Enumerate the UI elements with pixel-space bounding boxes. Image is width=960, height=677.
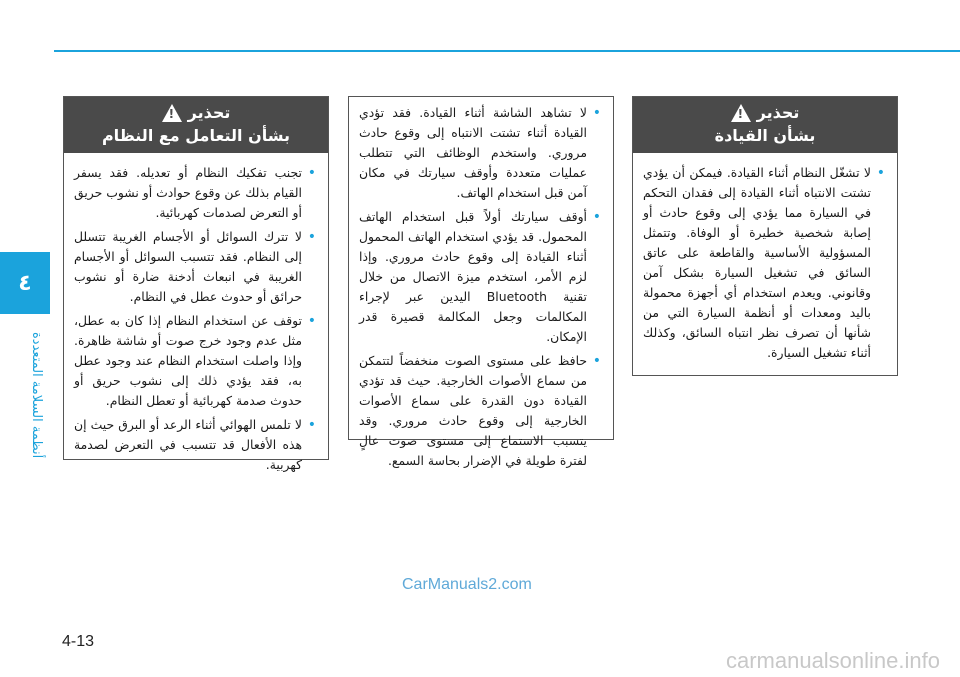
list-item: • تجنب تفكيك النظام أو تعديله. فقد يسفر القيام بذلك عن وقوع حوادث أو نشوب حريق أو التعرض لصدمات كهربائية. <box>74 163 316 223</box>
notes-list <box>349 97 613 485</box>
list-item: • لا تلمس الهوائي أثناء الرعد أو البرق حيث إن هذه الأفعال قد تتسبب في التعرض لصدمة كهربية. <box>74 415 316 475</box>
warning-label: تحذير <box>187 103 231 122</box>
warning-header <box>64 97 328 153</box>
warning-title: بشأن التعامل مع النظام <box>101 126 291 145</box>
warning-label: تحذير <box>756 103 800 122</box>
warning-list <box>633 153 897 377</box>
chapter-number: ٤ <box>18 270 32 296</box>
warning-triangle-icon <box>731 104 751 122</box>
list-item: • حافظ على مستوى الصوت منخفضاً لتتمكن من سماع الأصوات الخارجية. حيث قد تؤدي القيادة دون القدرة على سماع الأصوات الخارجية إلى وقوع حادث مروري. وقد يتسبب الاستماع إلى مستوى صوت عالٍ لفترة طويلة في الإضرار بحاسة السمع. <box>359 351 601 471</box>
chapter-title: أنظمة السلامة المتعددة <box>29 331 44 459</box>
warning-header <box>633 97 897 153</box>
list-item: • لا تترك السوائل أو الأجسام الغريبة تتسلل إلى النظام. فقد تتسبب السوائل أو الأجسام الغريبة في انبعاث أدخنة ضارة أو نشوب حرائق أو حدوث عطل في النظام. <box>74 227 316 307</box>
list-item: • لا تشاهد الشاشة أثناء القيادة. فقد تؤدي القيادة أثناء تشتت الانتباه إلى وقوع حادث مروري. واستخدم الوظائف التي تتطلب عمليات متعددة وأوقف سيارتك في مكان آمن قبل استخدام الهاتف. <box>359 103 601 203</box>
chapter-tab <box>0 252 50 314</box>
driving-notes-box <box>348 96 614 468</box>
top-rule <box>54 50 960 52</box>
list-item: • لا تشغّل النظام أثناء القيادة. فيمكن أن يؤدي تشتت الانتباه أثناء القيادة إلى فقدان التحكم في السيارة مما يؤدي إلى وقوع حادث أو إصابة شخصية خطيرة أو الوفاة. وتتمثل المسؤولية الأساسية والقاطعة على عاتق السائق في تشغيل السيارة بشكل آمن وقانوني. ويعدم استخدام أي أجهزة محمولة باليد ومعدات أو أنظمة السيارة التي من شأنها أن تصرف نظر انتباه السائق، وكذلك أثناء تشغيل السيارة. <box>643 163 885 363</box>
list-item: • أوقف سيارتك أولاً قبل استخدام الهاتف المحمول. قد يؤدي استخدام الهاتف المحمول أثناء القيادة إلى وقوع حادث مروري. وإذا لزم الأمر، استخدم ميزة الاتصال من خلال تقنية Bluetooth اليدين عبر لإجراء المكالمات وجعل المكالمة قصيرة قدر الإمكان. <box>359 207 601 347</box>
warning-list <box>64 153 328 489</box>
warning-title: بشأن القيادة <box>714 126 816 145</box>
list-item: • توقف عن استخدام النظام إذا كان به عطل، مثل عدم وجود خرج صوت أو شاشة ظاهرة. وإذا واصلت استخدام النظام عند وجود عطل به، فقد يؤدي ذلك إلى نشوب حريق أو حدوث صدمة كهربائية أو تعطل النظام. <box>74 311 316 411</box>
watermark-link[interactable]: CarManuals2.com <box>402 576 532 593</box>
warning-triangle-icon <box>162 104 182 122</box>
system-warning-box <box>63 96 329 472</box>
driving-warning-box <box>632 96 898 376</box>
footer-site-link[interactable]: carmanualsonline.info <box>725 648 940 673</box>
page-number: 4-13 <box>62 633 95 650</box>
